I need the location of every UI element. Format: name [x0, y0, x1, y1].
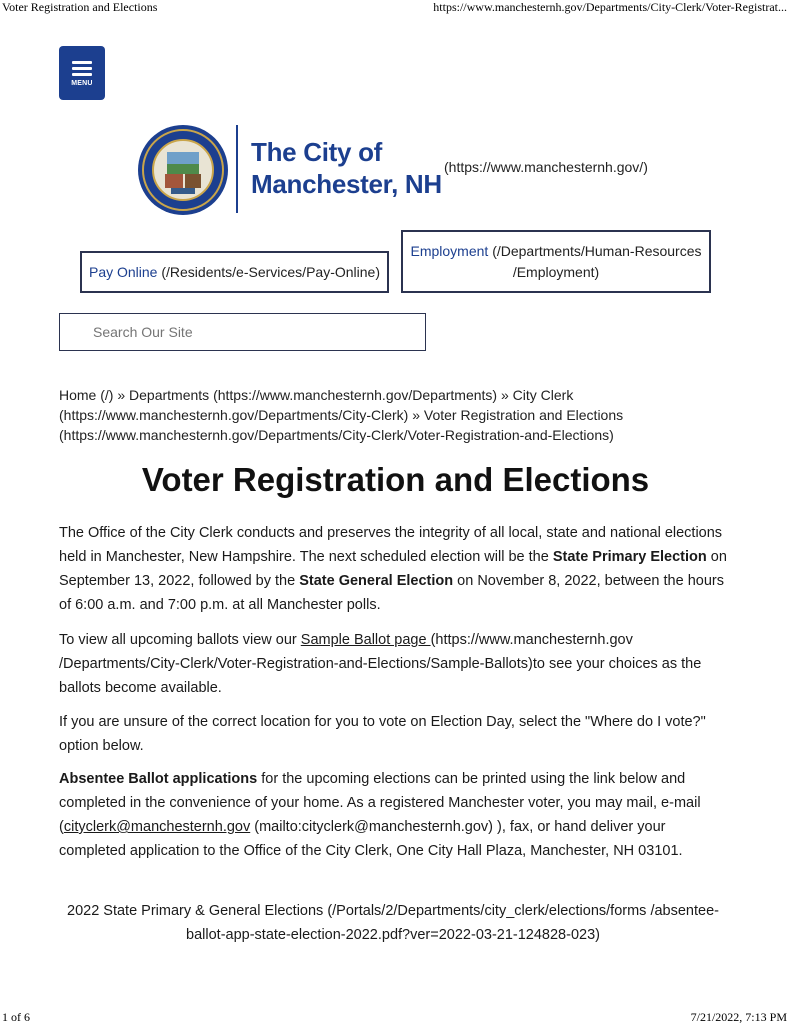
employment-label[interactable]: Employment — [410, 242, 489, 259]
print-footer-datetime: 7/21/2022, 7:13 PM — [690, 1010, 787, 1024]
hamburger-icon — [72, 60, 92, 78]
employment-button[interactable] — [401, 230, 711, 293]
absentee-text-2: (mailto:cityclerk@manchesternh.gov) ), fax, or hand deliver your completed application to the Office of the City Clerk, One City Hall Plaza, Manchester, NH 03101. — [59, 819, 683, 859]
breadcrumb-departments-url: (https://www.manchesternh.gov/Departments) » — [209, 387, 513, 403]
email-link[interactable]: cityclerk@manchesternh.gov — [63, 819, 251, 835]
breadcrumb-home[interactable]: Home — [59, 387, 97, 403]
logo-line-2: Manchester, NH — [251, 169, 442, 199]
absentee-ballot-link[interactable]: 2022 State Primary & General Elections (/Portals/2/Departments/city_clerk/elections/forms /absentee-ballot-app-state-election-2022.pdf?ver=2022-03-21-124828-023) — [67, 903, 719, 943]
state-primary-election: State Primary Election — [552, 549, 707, 565]
breadcrumb — [59, 385, 699, 445]
logo-divider — [236, 125, 238, 213]
print-header-url: https://www.manchesternh.gov/Departments/City-Clerk/Voter-Registrat... — [433, 0, 787, 14]
sample-ballot-link[interactable]: Sample Ballot page — [300, 632, 431, 648]
logo-line-1: The City of — [251, 137, 383, 167]
breadcrumb-city-clerk[interactable]: City Clerk — [512, 387, 574, 403]
absentee-paragraph — [59, 767, 727, 863]
intro-text-3: on November 8, 2022, between the hours of 6:00 a.m. and 7:00 p.m. at all Manchester polls. — [59, 573, 724, 613]
city-logo-text[interactable] — [251, 136, 442, 200]
breadcrumb-current-url: (https://www.manchesternh.gov/Departments/City-Clerk/Voter-Registration-and-Elections) — [59, 427, 614, 443]
breadcrumb-home-url: (/) » — [96, 387, 130, 403]
city-seal-logo[interactable] — [137, 124, 229, 216]
search-input[interactable] — [59, 313, 426, 351]
sample-ballot-paragraph — [59, 628, 727, 700]
state-general-election: State General Election — [299, 573, 454, 589]
intro-paragraph — [59, 521, 727, 617]
pay-online-button[interactable] — [80, 251, 389, 293]
sample-ballot-text-1: To view all upcoming ballots view our — [59, 632, 301, 648]
absentee-bold: Absentee Ballot applications — [59, 771, 258, 787]
intro-text-2: on September 13, 2022, followed by the — [59, 549, 727, 589]
where-to-vote-paragraph: If you are unsure of the correct location for you to vote on Election Day, select the "Where do I vote?" option below. — [59, 714, 706, 754]
employment-url: (/Departments/Human-Resources /Employment) — [488, 242, 702, 280]
pay-online-label[interactable]: Pay Online — [88, 263, 158, 280]
sample-ballot-text-2: (https://www.manchesternh.gov /Departments/City-Clerk/Voter-Registration-and-Elections/Sample-Ballots)to see your choices as the ballots become available. — [59, 632, 702, 696]
breadcrumb-departments[interactable]: Departments — [129, 387, 210, 403]
menu-label: MENU — [71, 79, 93, 87]
menu-button[interactable] — [59, 46, 105, 100]
breadcrumb-city-clerk-url: (https://www.manchesternh.gov/Departments/City-Clerk) » — [59, 407, 424, 423]
print-footer-page: 1 of 6 — [2, 1010, 30, 1024]
intro-text-1: The Office of the City Clerk conducts and preserves the integrity of all local, state and national elections held in Manchester, New Hampshire. The next scheduled election will be the — [59, 525, 723, 565]
print-header-title: Voter Registration and Elections — [2, 0, 158, 14]
page-title: Voter Registration and Elections — [141, 461, 650, 498]
breadcrumb-current[interactable]: Voter Registration and Elections — [423, 407, 624, 423]
absentee-text-1: for the upcoming elections can be printed using the link below and completed in the convenience of your home. As a registered Manchester voter, you may mail, e-mail ( — [59, 771, 701, 835]
pay-online-url: (/Residents/e-Services/Pay-Online) — [157, 263, 380, 280]
logo-url: (https://www.manchesternh.gov/) — [444, 159, 648, 175]
